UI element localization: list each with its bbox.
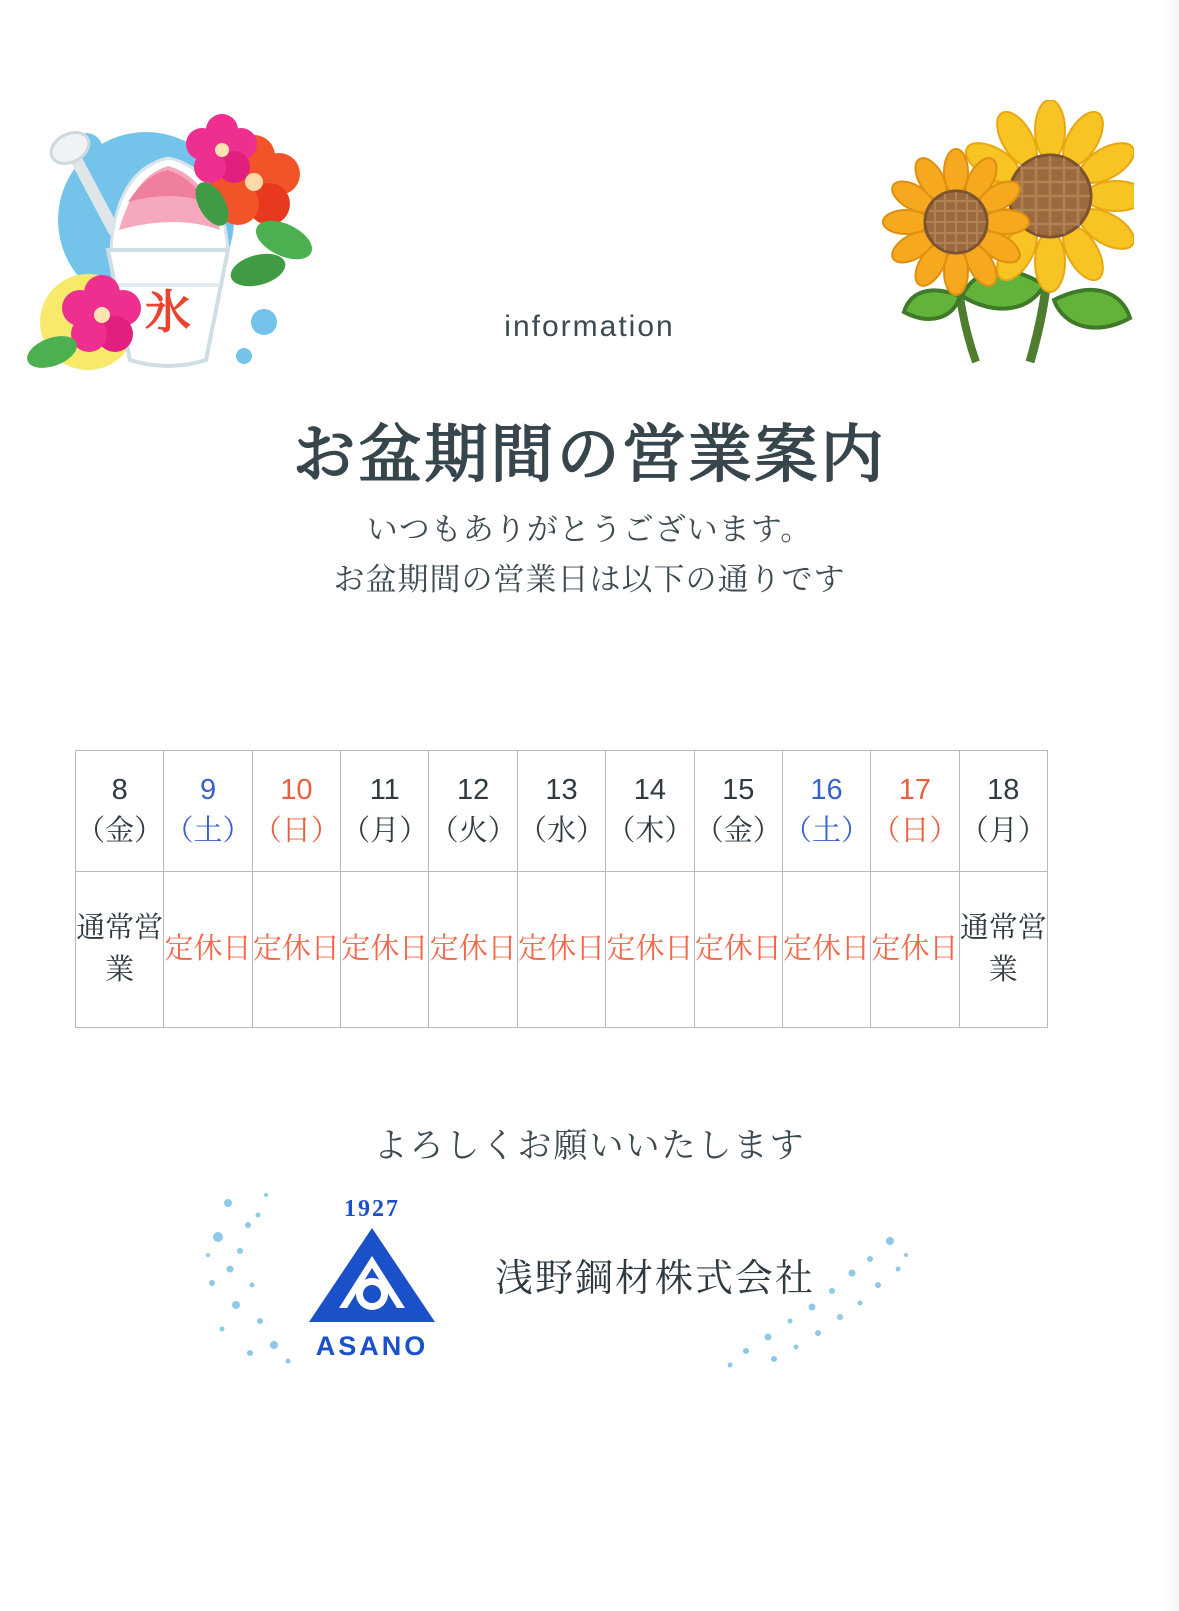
- closing-message: よろしくお願いいたします: [373, 1127, 806, 1165]
- calendar-date-weekday: （日）: [252, 815, 340, 847]
- calendar-date-number: 9: [199, 773, 217, 806]
- calendar-status-cell: [517, 872, 605, 1028]
- calendar-status-cell: [429, 872, 517, 1028]
- calendar-status-cell: [164, 872, 252, 1028]
- lead-line-2: お盆期間の営業日は以下の通りです: [333, 561, 846, 597]
- calendar-date-cell: [782, 751, 870, 872]
- svg-text:1927: 1927: [344, 1196, 400, 1222]
- calendar-date-weekday: （月）: [341, 815, 429, 847]
- calendar-date-number: 11: [369, 773, 400, 806]
- business-days-table: [75, 750, 1048, 1028]
- calendar-date-weekday: （水）: [517, 815, 605, 847]
- calendar-date-cell: [517, 751, 605, 872]
- svg-text:ASANO: ASANO: [315, 1331, 429, 1361]
- calendar-date-cell: [959, 751, 1047, 872]
- lead-text: [0, 505, 1179, 604]
- calendar-status-text: 定休日: [783, 932, 871, 965]
- calendar-status-text: 定休日: [694, 932, 782, 965]
- calendar-status-cell: [341, 872, 429, 1028]
- calendar-status-text: 定休日: [517, 932, 605, 965]
- calendar-status-cell: [959, 872, 1047, 1028]
- information-label: information: [504, 310, 675, 343]
- calendar-date-weekday: （金）: [694, 815, 782, 847]
- calendar-status-row: [76, 872, 1048, 1028]
- calendar-date-number: 16: [810, 773, 843, 806]
- calendar-date-number: 15: [722, 773, 755, 806]
- calendar-date-number: 10: [280, 773, 313, 806]
- calendar-status-cell: [252, 872, 340, 1028]
- calendar-date-number: 14: [633, 773, 666, 806]
- calendar-status-text: 定休日: [252, 932, 340, 965]
- page-edge-shadow: [1163, 0, 1179, 1611]
- calendar-dates-row: [76, 751, 1048, 872]
- calendar-date-weekday: （土）: [164, 815, 252, 847]
- calendar-status-cell: [782, 872, 870, 1028]
- calendar-date-cell: [164, 751, 252, 872]
- calendar-status-text: 定休日: [606, 932, 694, 965]
- calendar-date-number: 18: [987, 773, 1020, 806]
- page-title: お盆期間の営業案内: [292, 420, 887, 491]
- calendar-date-weekday: （木）: [606, 815, 694, 847]
- calendar-date-cell: [694, 751, 782, 872]
- calendar-date-number: 8: [111, 773, 128, 806]
- calendar-date-weekday: （月）: [959, 815, 1047, 847]
- calendar-date-cell: [76, 751, 164, 872]
- asano-logo-icon: [285, 1190, 460, 1365]
- calendar-status-text: 通常営業: [76, 912, 164, 986]
- calendar-date-number: 17: [898, 773, 932, 806]
- svg-text:氷: 氷: [145, 286, 191, 338]
- lead-line-1: いつもありがとうございます。: [366, 512, 813, 547]
- calendar-date-weekday: （火）: [429, 815, 517, 847]
- calendar-date-number: 12: [456, 773, 490, 806]
- calendar-date-cell: [606, 751, 694, 872]
- calendar-status-cell: [606, 872, 694, 1028]
- calendar-table: [75, 750, 1048, 1028]
- calendar-status-cell: [694, 872, 782, 1028]
- calendar-date-weekday: （日）: [871, 815, 959, 847]
- calendar-date-cell: [429, 751, 517, 872]
- calendar-status-text: 定休日: [871, 932, 959, 965]
- calendar-status-text: 通常営業: [959, 912, 1047, 986]
- calendar-date-weekday: （金）: [76, 815, 164, 847]
- calendar-status-text: 定休日: [429, 932, 517, 965]
- calendar-date-cell: [252, 751, 340, 872]
- calendar-status-text: 定休日: [164, 932, 252, 965]
- calendar-date-cell: [341, 751, 429, 872]
- calendar-date-weekday: （土）: [783, 815, 871, 847]
- company-name: 浅野鋼材株式会社: [495, 1258, 816, 1300]
- calendar-date-number: 13: [545, 773, 578, 806]
- calendar-status-cell: [76, 872, 164, 1028]
- calendar-status-cell: [871, 872, 959, 1028]
- calendar-status-text: 定休日: [341, 932, 429, 965]
- company-signature: [200, 1185, 980, 1385]
- calendar-date-cell: [871, 751, 959, 872]
